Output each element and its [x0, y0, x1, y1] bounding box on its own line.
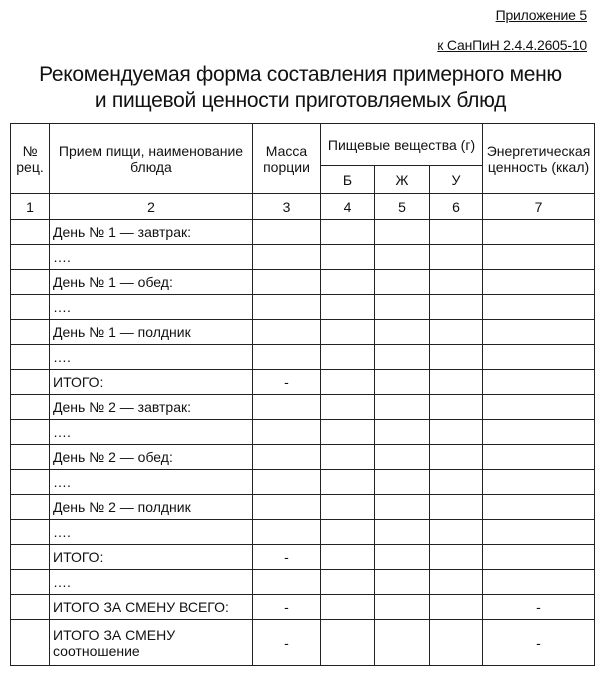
meal-name-cell: День № 1 — завтрак:	[50, 220, 253, 245]
protein-cell	[321, 295, 375, 320]
table-row	[11, 370, 595, 395]
recipe-no-cell	[11, 620, 50, 666]
portion-cell	[253, 295, 321, 320]
carbs-cell	[430, 295, 483, 320]
carbs-cell	[430, 345, 483, 370]
portion-cell	[253, 320, 321, 345]
portion-cell: -	[253, 370, 321, 395]
table-row	[11, 395, 595, 420]
table-row	[11, 420, 595, 445]
carbs-cell	[430, 545, 483, 570]
header-portion: Масса порции	[253, 124, 321, 194]
carbs-cell	[430, 445, 483, 470]
carbs-cell	[430, 270, 483, 295]
table-row	[11, 295, 595, 320]
meal-name-cell: ИТОГО:	[50, 545, 253, 570]
energy-cell	[483, 545, 595, 570]
table-row	[11, 245, 595, 270]
portion-cell	[253, 345, 321, 370]
recipe-no-cell	[11, 395, 50, 420]
recipe-no-cell	[11, 520, 50, 545]
table-row	[11, 220, 595, 245]
table-row	[11, 520, 595, 545]
protein-cell	[321, 220, 375, 245]
table-row	[11, 595, 595, 620]
meal-name-cell: ….	[50, 520, 253, 545]
title-line-1: Рекомендуемая форма составления примерного меню	[39, 63, 562, 86]
recipe-no-cell	[11, 595, 50, 620]
meal-name-cell: ….	[50, 570, 253, 595]
energy-cell	[483, 345, 595, 370]
title-line-2: и пищевой ценности приготовляемых блюд	[94, 89, 507, 112]
fat-cell	[375, 520, 430, 545]
recipe-no-cell	[11, 345, 50, 370]
table-row	[11, 270, 595, 295]
fat-cell	[375, 395, 430, 420]
meal-name-cell: День № 1 — полдник	[50, 320, 253, 345]
energy-cell	[483, 220, 595, 245]
carbs-cell	[430, 420, 483, 445]
table-row	[11, 345, 595, 370]
sanpin-reference: к СанПиН 2.4.4.2605-10	[437, 37, 587, 53]
carbs-cell	[430, 320, 483, 345]
portion-cell	[253, 220, 321, 245]
energy-cell	[483, 270, 595, 295]
meal-name-cell: ИТОГО ЗА СМЕНУ соотношение	[50, 620, 253, 666]
portion-cell: -	[253, 620, 321, 666]
column-number: 3	[253, 194, 321, 220]
portion-cell	[253, 270, 321, 295]
portion-cell	[253, 495, 321, 520]
recipe-no-cell	[11, 420, 50, 445]
protein-cell	[321, 620, 375, 666]
carbs-cell	[430, 495, 483, 520]
fat-cell	[375, 570, 430, 595]
fat-cell	[375, 595, 430, 620]
energy-cell: -	[483, 620, 595, 666]
protein-cell	[321, 370, 375, 395]
energy-cell	[483, 295, 595, 320]
header-fat: Ж	[375, 166, 430, 194]
meal-name-cell: ….	[50, 420, 253, 445]
recipe-no-cell	[11, 220, 50, 245]
carbs-cell	[430, 520, 483, 545]
column-number-row	[11, 194, 595, 220]
carbs-cell	[430, 595, 483, 620]
protein-cell	[321, 545, 375, 570]
recipe-no-cell	[11, 445, 50, 470]
protein-cell	[321, 495, 375, 520]
energy-cell	[483, 520, 595, 545]
portion-cell	[253, 520, 321, 545]
carbs-cell	[430, 245, 483, 270]
fat-cell	[375, 620, 430, 666]
fat-cell	[375, 470, 430, 495]
fat-cell	[375, 270, 430, 295]
recipe-no-cell	[11, 370, 50, 395]
column-number: 6	[430, 194, 483, 220]
fat-cell	[375, 545, 430, 570]
energy-cell	[483, 370, 595, 395]
fat-cell	[375, 420, 430, 445]
carbs-cell	[430, 395, 483, 420]
table-row	[11, 495, 595, 520]
recipe-no-cell	[11, 320, 50, 345]
recipe-no-cell	[11, 545, 50, 570]
fat-cell	[375, 445, 430, 470]
meal-name-cell: ….	[50, 345, 253, 370]
portion-cell	[253, 420, 321, 445]
header-meal-name: Прием пищи, наименование блюда	[50, 124, 253, 194]
recipe-no-cell	[11, 495, 50, 520]
menu-table	[10, 123, 595, 666]
carbs-cell	[430, 370, 483, 395]
protein-cell	[321, 470, 375, 495]
protein-cell	[321, 245, 375, 270]
energy-cell: -	[483, 595, 595, 620]
energy-cell	[483, 470, 595, 495]
meal-name-cell: День № 2 — полдник	[50, 495, 253, 520]
header-energy: Энергетическая ценность (ккал)	[483, 124, 595, 194]
protein-cell	[321, 445, 375, 470]
meal-name-cell: ИТОГО:	[50, 370, 253, 395]
table-row	[11, 470, 595, 495]
portion-cell: -	[253, 545, 321, 570]
recipe-no-cell	[11, 245, 50, 270]
portion-cell	[253, 470, 321, 495]
fat-cell	[375, 320, 430, 345]
protein-cell	[321, 520, 375, 545]
meal-name-cell: ИТОГО ЗА СМЕНУ ВСЕГО:	[50, 595, 253, 620]
energy-cell	[483, 495, 595, 520]
protein-cell	[321, 345, 375, 370]
meal-name-cell: День № 1 — обед:	[50, 270, 253, 295]
appendix-label: Приложение 5	[495, 7, 587, 23]
fat-cell	[375, 295, 430, 320]
column-number: 5	[375, 194, 430, 220]
recipe-no-cell	[11, 570, 50, 595]
header-protein: Б	[321, 166, 375, 194]
table-row	[11, 545, 595, 570]
meal-name-cell: ….	[50, 470, 253, 495]
column-number: 4	[321, 194, 375, 220]
protein-cell	[321, 270, 375, 295]
meal-name-cell: День № 2 — завтрак:	[50, 395, 253, 420]
document-title	[0, 62, 601, 114]
table-row	[11, 620, 595, 666]
energy-cell	[483, 420, 595, 445]
protein-cell	[321, 595, 375, 620]
header-carbs: У	[430, 166, 483, 194]
protein-cell	[321, 570, 375, 595]
protein-cell	[321, 395, 375, 420]
column-number: 1	[11, 194, 50, 220]
column-number: 2	[50, 194, 253, 220]
protein-cell	[321, 320, 375, 345]
energy-cell	[483, 245, 595, 270]
carbs-cell	[430, 570, 483, 595]
recipe-no-cell	[11, 270, 50, 295]
energy-cell	[483, 570, 595, 595]
protein-cell	[321, 420, 375, 445]
header-nutrients: Пищевые вещества (г)	[321, 124, 483, 166]
fat-cell	[375, 495, 430, 520]
meal-name-cell: ….	[50, 295, 253, 320]
column-number: 7	[483, 194, 595, 220]
energy-cell	[483, 445, 595, 470]
carbs-cell	[430, 220, 483, 245]
fat-cell	[375, 370, 430, 395]
recipe-no-cell	[11, 295, 50, 320]
meal-name-cell: ….	[50, 245, 253, 270]
energy-cell	[483, 395, 595, 420]
fat-cell	[375, 345, 430, 370]
recipe-no-cell	[11, 470, 50, 495]
carbs-cell	[430, 470, 483, 495]
portion-cell	[253, 445, 321, 470]
portion-cell	[253, 570, 321, 595]
meal-name-cell: День № 2 — обед:	[50, 445, 253, 470]
table-row	[11, 320, 595, 345]
portion-cell	[253, 395, 321, 420]
fat-cell	[375, 245, 430, 270]
fat-cell	[375, 220, 430, 245]
portion-cell: -	[253, 595, 321, 620]
carbs-cell	[430, 620, 483, 666]
portion-cell	[253, 245, 321, 270]
header-recipe-no: № рец.	[11, 124, 50, 194]
table-row	[11, 445, 595, 470]
energy-cell	[483, 320, 595, 345]
table-row	[11, 570, 595, 595]
